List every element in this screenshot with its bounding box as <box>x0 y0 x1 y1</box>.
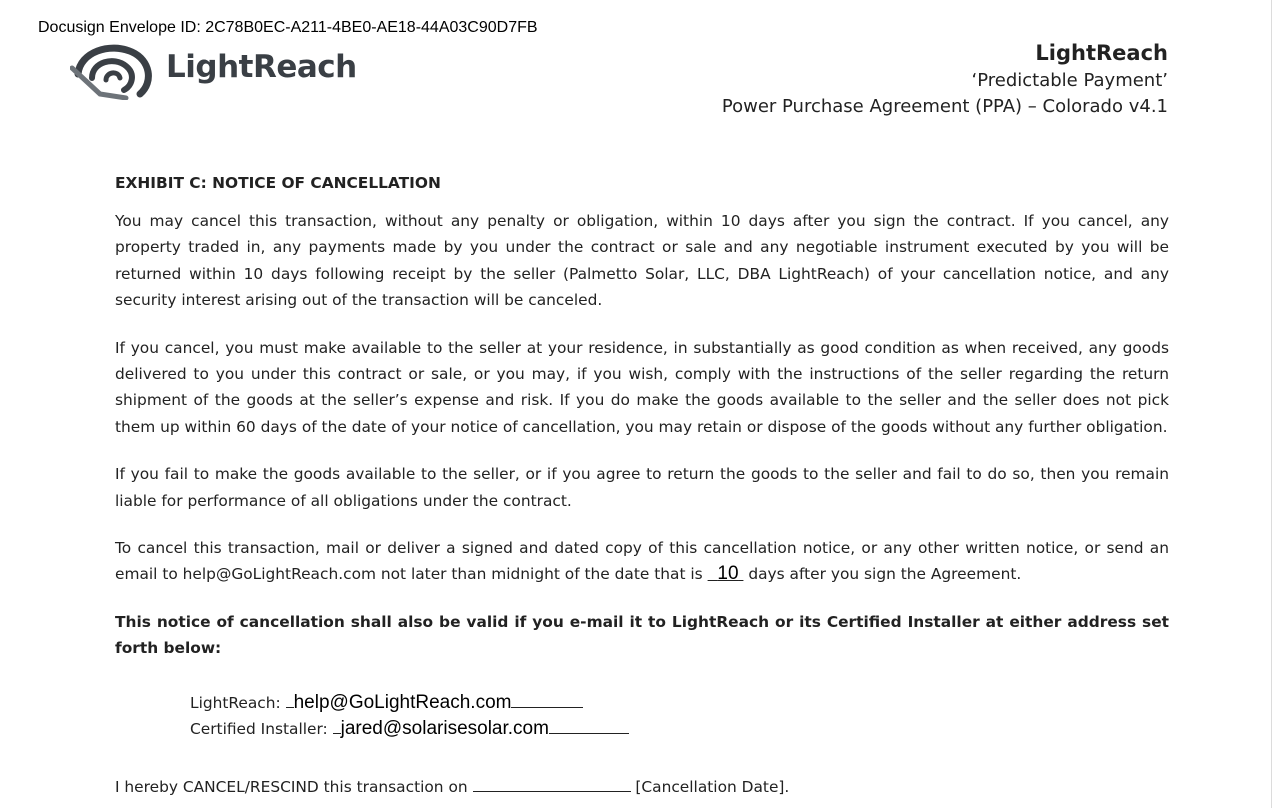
docusign-envelope-id: Docusign Envelope ID: 2C78B0EC-A211-4BE0-AE18-44A03C90D7FB <box>38 19 538 36</box>
lightreach-logo <box>70 38 370 100</box>
cancellation-date-field[interactable] <box>473 790 631 792</box>
rescind-text: I hereby CANCEL/RESCIND this transaction on <box>115 777 473 796</box>
address-block <box>190 690 1169 742</box>
header-subtitle: ‘Predictable Payment’ <box>971 70 1168 91</box>
paragraph-goods-return: If you cancel, you must make available to the seller at your residence, in substantially as good condition as when received, any goods delivered to you under this contract or sale, or you may, if you wish, comply with the instructions of the seller regarding the return shipment of the goods at the seller’s expense and risk. If you do make the goods available to the seller and the seller does not pick them up within 60 days of the date of your notice of cancellation, you may retain or dispose of the goods without any further obligation. <box>115 338 1169 436</box>
lightreach-logo-icon <box>70 38 156 100</box>
rescind-line <box>115 774 1169 800</box>
logo-text: LightReach <box>166 49 357 85</box>
lightreach-address-row <box>190 690 1169 716</box>
paragraph-cancel-rights: You may cancel this transaction, without any penalty or obligation, within 10 days after you sign the contract. If you cancel, any property traded in, any payments made by you under the contract or sale and any negotiable instrument executed by you will be returned within 10 days following receipt by the seller (Palmetto Solar, LLC, DBA LightReach) of your cancellation notice, and any security interest arising out of the transaction will be canceled. <box>115 212 1169 310</box>
lightreach-email: help@GoLightReach.com <box>293 691 512 713</box>
exhibit-title: EXHIBIT C: NOTICE OF CANCELLATION <box>115 174 441 192</box>
installer-address-label: Certified Installer: <box>190 719 333 738</box>
paragraph-how-to-cancel <box>115 535 1169 588</box>
how-to-cancel-text-end: days after you sign the Agreement. <box>743 565 1022 584</box>
lightreach-address-label: LightReach: <box>190 693 286 712</box>
installer-address-row <box>190 716 1169 742</box>
header-brand: LightReach <box>1035 41 1168 65</box>
exhibit-body <box>115 172 1169 800</box>
document-header <box>722 38 1168 120</box>
how-to-cancel-text: To cancel this transaction, mail or deliver a signed and dated copy of this cancellation notice, or any other written notice, or send an email to help@GoLightReach.com not later than midnight of the date that is <box>115 539 1169 584</box>
installer-email: jared@solarisesolar.com <box>340 717 549 739</box>
days-field-value: 10 <box>717 563 739 585</box>
header-agreement: Power Purchase Agreement (PPA) – Colorado v4.1 <box>721 96 1168 117</box>
rescind-text-end: [Cancellation Date]. <box>630 777 790 796</box>
paragraph-liability: If you fail to make the goods available to the seller, or if you agree to return the goods to the seller and fail to do so, then you remain liable for performance of all obligations under the contract. <box>115 465 1169 510</box>
paragraph-email-validity: This notice of cancellation shall also be valid if you e-mail it to LightReach or its Certified Installer at either address set forth below: <box>115 612 1169 658</box>
